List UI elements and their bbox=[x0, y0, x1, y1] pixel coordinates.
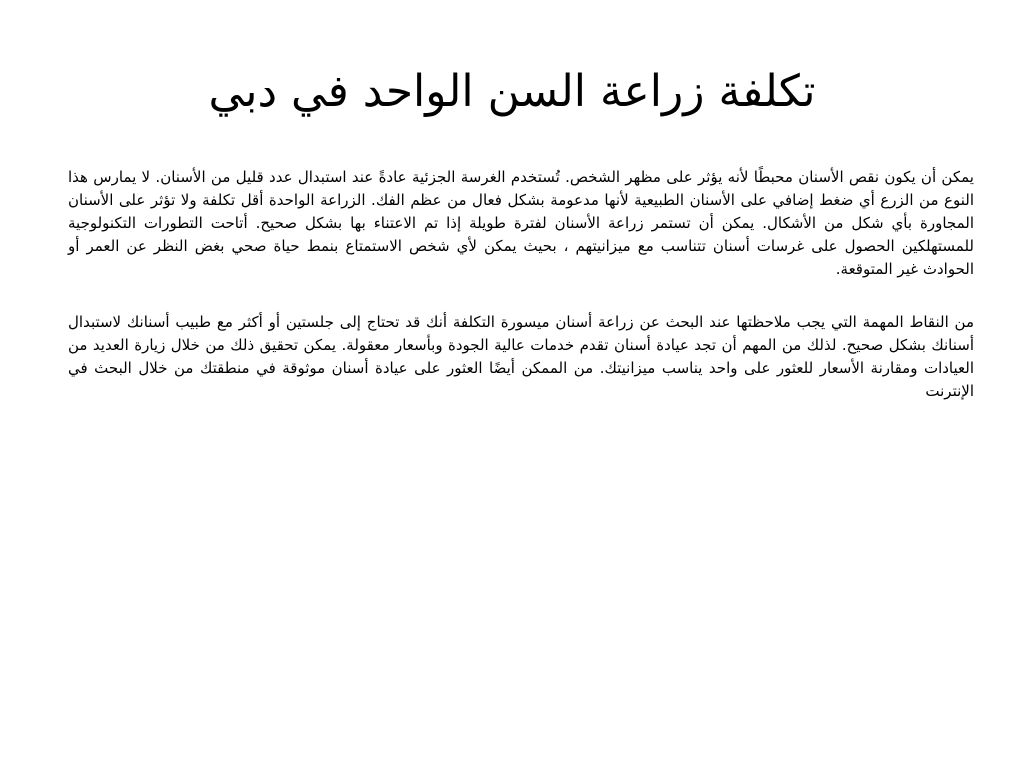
body-paragraph-1: يمكن أن يكون نقص الأسنان محبطًا لأنه يؤثر على مظهر الشخص. تُستخدم الغرسة الجزئية عادةً عند استبدال عدد قليل من الأسنان. لا يمارس هذا النوع من الزرع أي ضغط إضافي على الأسنان الطبيعية لأنها مدعومة بشكل فعال من عظم الفك. الزراعة الواحدة أقل تكلفة ولا تؤثر على الأسنان المجاورة بأي شكل من الأشكال. يمكن أن تستمر زراعة الأسنان لفترة طويلة إذا تم الاعتناء بها بشكل صحيح. أتاحت التطورات التكنولوجية للمستهلكين الحصول على غرسات أسنان تتناسب مع ميزانيتهم ، بحيث يمكن لأي شخص الاستمتاع بنمط حياة صحي بغض النظر عن العمر أو الحوادث غير المتوقعة. bbox=[68, 168, 974, 278]
body-paragraph-2: من النقاط المهمة التي يجب ملاحظتها عند البحث عن زراعة أسنان ميسورة التكلفة أنك قد تحتاج إلى جلستين أو أكثر مع طبيب أسنانك لاستبدال أسنانك بشكل صحيح. لذلك من المهم أن تجد عيادة أسنان تقدم خدمات عالية الجودة وبأسعار معقولة. يمكن تحقيق ذلك من خلال زيارة العديد من العيادات ومقارنة الأسعار للعثور على واحد يناسب ميزانيتك. من الممكن أيضًا العثور على عيادة أسنان موثوقة في منطقتك من خلال البحث في الإنترنت bbox=[68, 313, 974, 400]
slide-title: تكلفة زراعة السن الواحد في دبي bbox=[208, 66, 816, 117]
slide-body bbox=[68, 166, 974, 433]
